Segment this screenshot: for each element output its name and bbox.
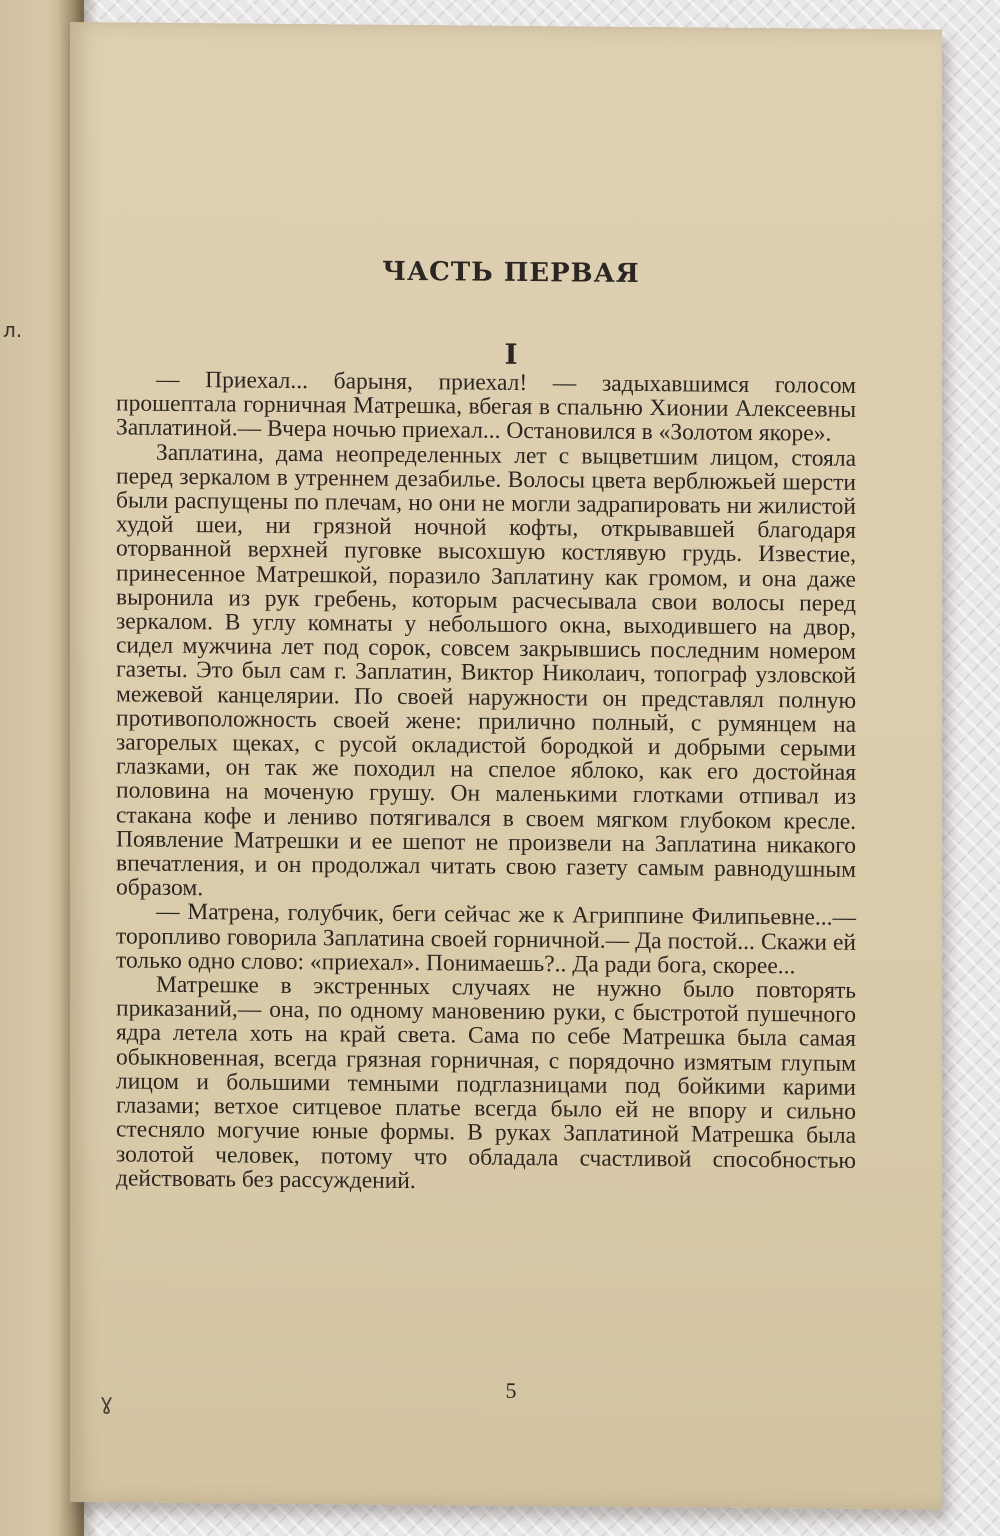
paragraph: — Матрена, голубчик, беги сейчас же к Агриппине Филипьевне...— торопливо говорила Заплатина своей горничной.— Да постой... Скажи ей только одно слово: «приехал». Понимаешь?.. Да ради бога, скорее... bbox=[116, 899, 856, 980]
body-text bbox=[116, 367, 856, 1196]
corner-pencil-mark: ɣ bbox=[100, 1390, 114, 1416]
book-page bbox=[70, 22, 942, 1510]
page-number: 5 bbox=[505, 1377, 517, 1403]
paragraph: Матрешке в экстренных случаях не нужно было повторять приказаний,— она, по одному мановению руки, с быстротой пушечного ядра летела хоть на край света. Сама по себе Матрешка была самая обыкновенная, всегда грязная горничная, с порядочно измятым глупым лицом и большими темными подглазницами под бойкими карими глазами; ветхое ситцевое платье всегда было ей не впору и сильно стесняло могучие юные формы. В руках Заплатиной Матрешка была золотой человек, потому что обладала счастливой способностью действовать без рассуждений. bbox=[116, 971, 856, 1194]
paragraph: — Приехал... барыня, приехал! — задыхавшимся голосом прошептала горничная Матрешка, вбегая в спальню Хионии Алексеевны Заплатиной.— Вчера ночью приехал... Остановился в «Золотом якоре». bbox=[116, 366, 856, 448]
page-content bbox=[116, 22, 906, 1509]
chapter-number: I bbox=[504, 337, 518, 371]
part-title: ЧАСТЬ ПЕРВАЯ bbox=[382, 256, 640, 289]
paragraph: Заплатина, дама неопределенных лет с выцветшим лицом, стояла перед зеркалом в утреннем дезабилье. Волосы цвета верблюжьей шерсти были распущены по плечам, но они не могли задрапировать ни жилистой худой шеи, ни грязной ночной кофты, открывавшей благодаря оторванной верхней пуговке высохшую костлявую грудь. Известие, принесенное Матрешкой, поразило Заплатину как громом, и она даже выронила из рук гребень, которым расчесывала свои волосы перед зеркалом. В углу комнаты у небольшого окна, выходившего на двор, сидел мужчина лет под сорок, совсем закрывшись последним номером газеты. Это был сам г. Заплатин, Виктор Николаич, топограф узловской межевой канцелярии. По своей наружности он представлял полную противоположность своей жене: прилично полный, с румянцем на загорелых щеках, с русой окладистой бородкой и добрыми серыми глазками, он так же походил на спелое яблоко, как его достойная половина на моченую грушу. Он маленькими глотками отпивал из стакана кофе и лениво потягивался в своем мягком глубоком кресле. Появление Матрешки и ее шепот не произвели на Заплатина никакого впечатления, и он продолжал читать свою газету самым равнодушным образом. bbox=[116, 439, 856, 902]
left-margin-mark: л. bbox=[3, 318, 23, 342]
